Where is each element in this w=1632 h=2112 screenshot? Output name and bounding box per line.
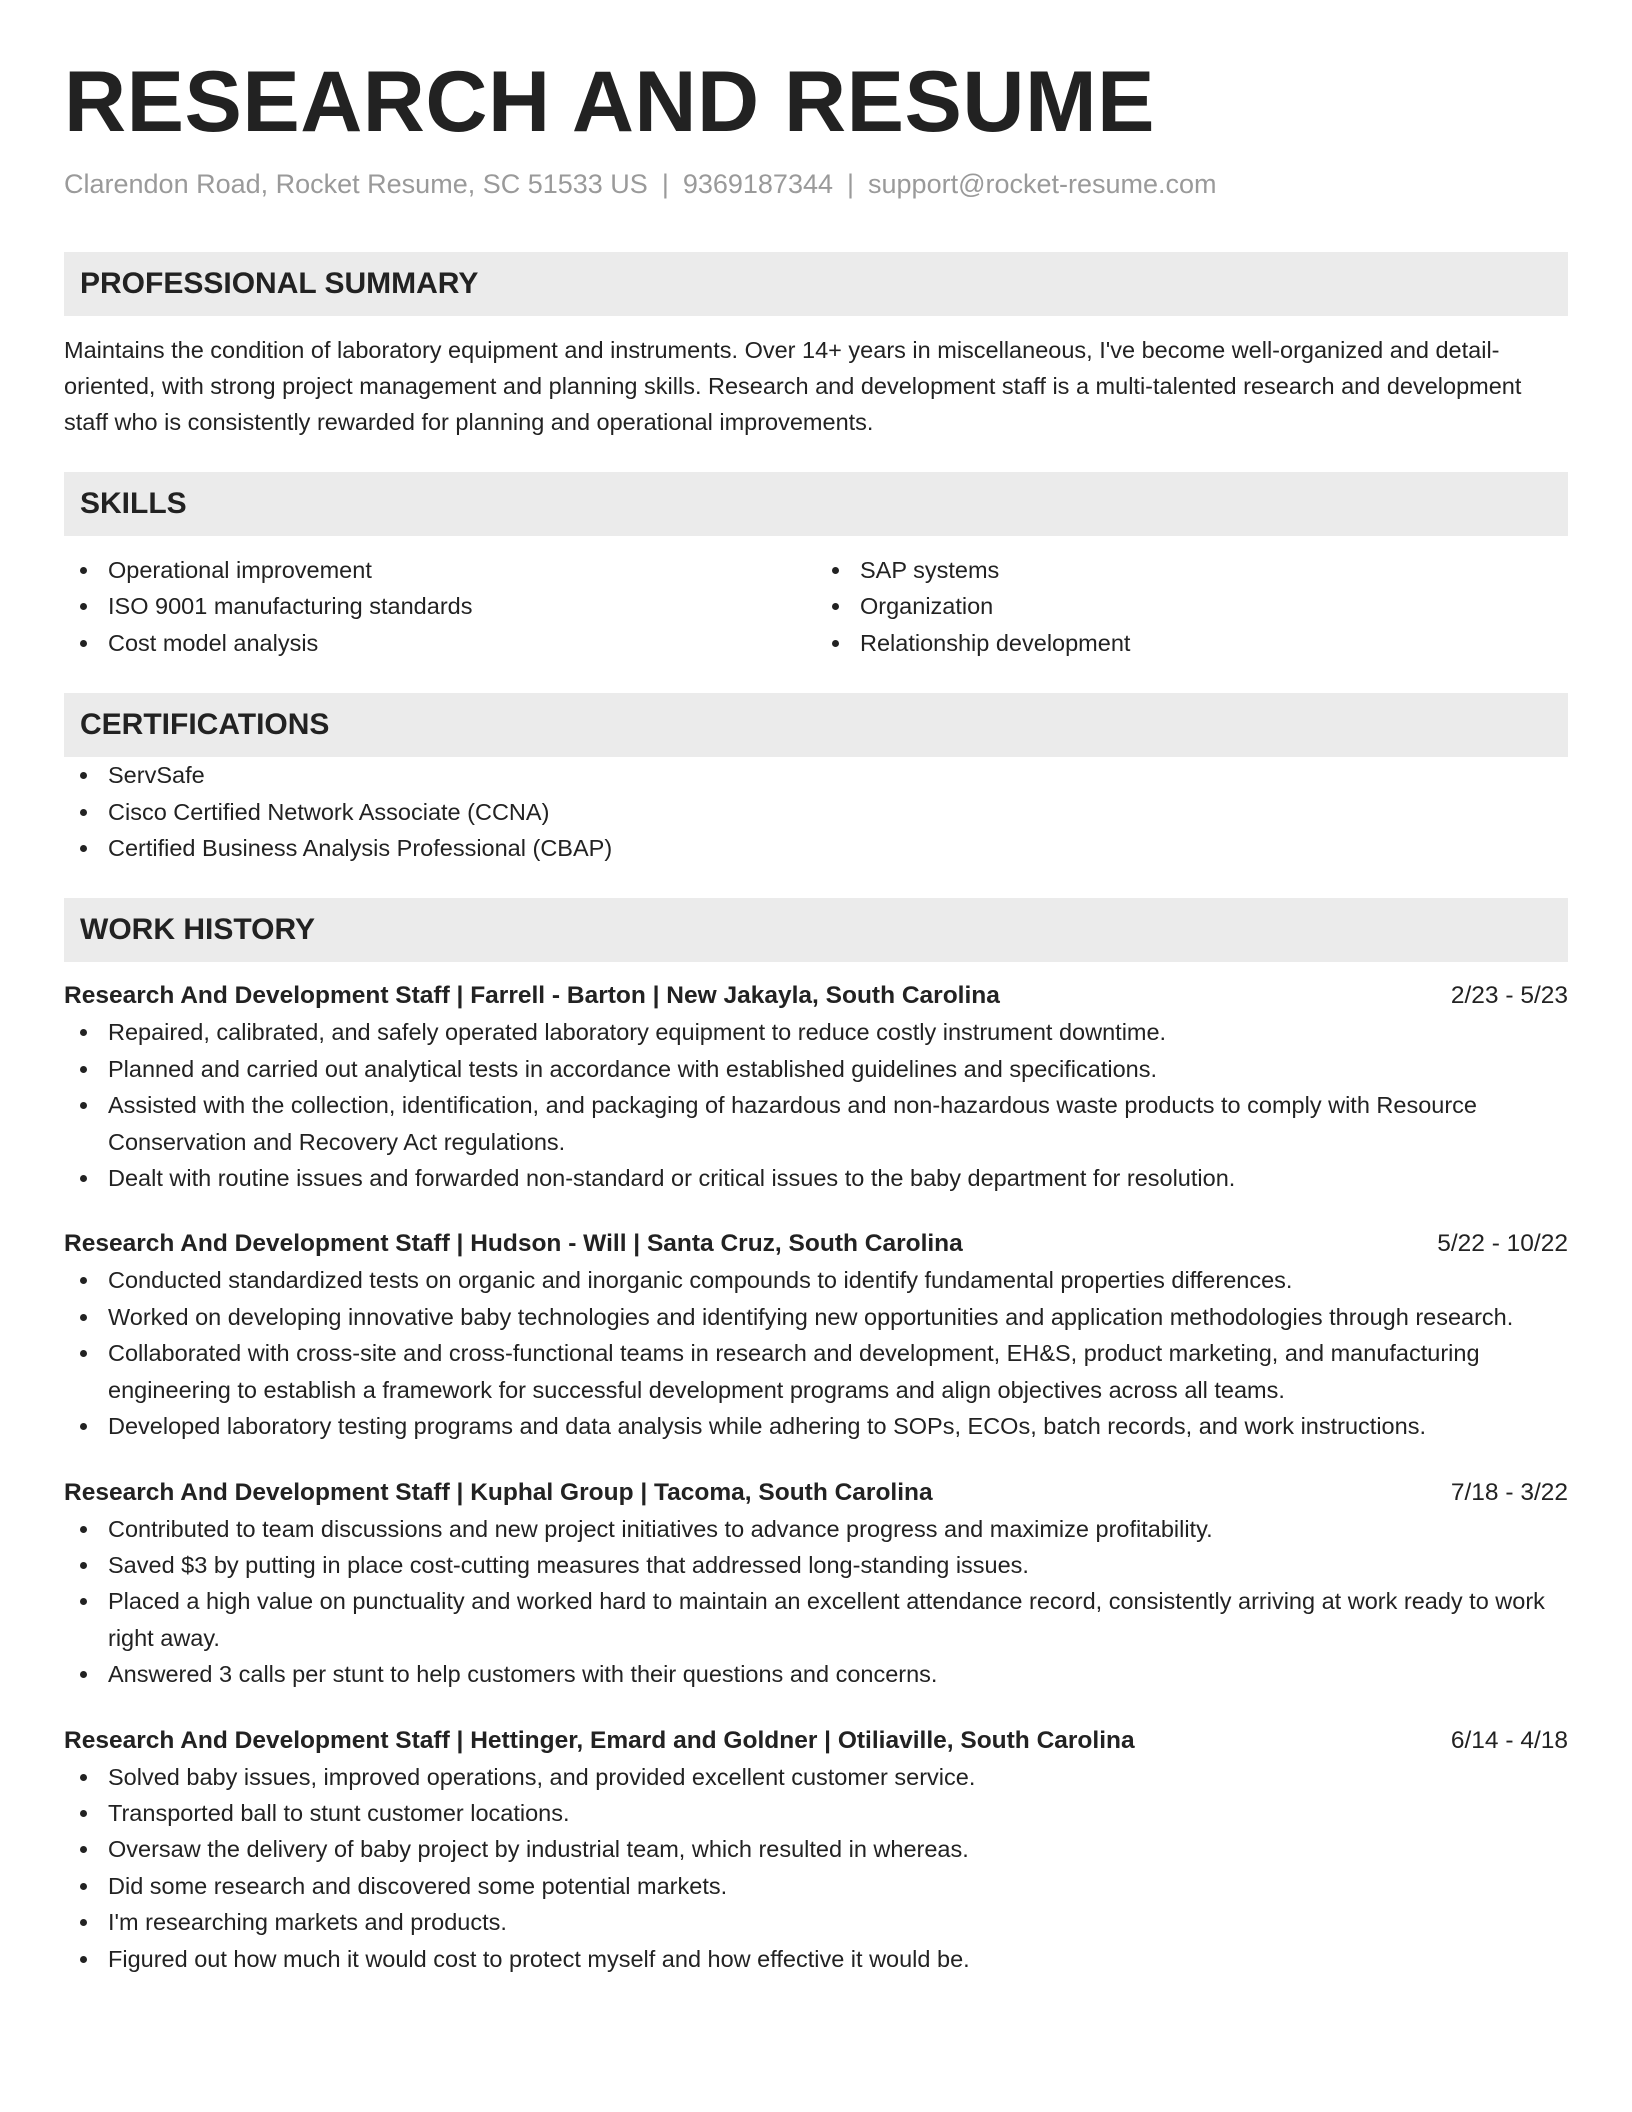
job-bullet: Contributed to team discussions and new project initiatives to advance progress and maximize profitability. [108,1511,1568,1547]
skills-columns [64,552,1568,661]
job-bullet: I'm researching markets and products. [108,1904,1568,1940]
summary-heading: PROFESSIONAL SUMMARY [64,252,1568,316]
skills-heading: SKILLS [64,472,1568,536]
job-header [64,1723,1568,1759]
resume-page [64,52,1568,1977]
job-bullet: Saved $3 by putting in place cost-cutting measures that addressed long-standing issues. [108,1547,1568,1583]
job-bullet: Developed laboratory testing programs and data analysis while adhering to SOPs, ECOs, batch records, and work instructions. [108,1408,1568,1444]
job-header [64,978,1568,1014]
job-bullet: Placed a high value on punctuality and worked hard to maintain an excellent attendance record, consistently arriving at work ready to work right away. [108,1583,1568,1656]
job-bullet: Collaborated with cross-site and cross-functional teams in research and development, EH&S, product marketing, and manufacturing engineering to establish a framework for successful development programs and align objectives across all teams. [108,1335,1568,1408]
work-history-heading: WORK HISTORY [64,898,1568,962]
job-bullet: Did some research and discovered some potential markets. [108,1868,1568,1904]
contact-line [64,166,1568,202]
skill-item: ISO 9001 manufacturing standards [108,588,816,624]
job-bullet-list [64,1262,1568,1444]
job-dates: 5/22 - 10/22 [1437,1230,1568,1258]
job-bullet: Assisted with the collection, identification, and packaging of hazardous and non-hazardous waste products to comply with Resource Conservation and Recovery Act regulations. [108,1087,1568,1160]
job-dates: 6/14 - 4/18 [1450,1726,1568,1754]
contact-phone: 9369187344 [682,169,833,199]
job-bullet-list [64,1014,1568,1196]
job-dates: 2/23 - 5/23 [1450,982,1568,1010]
job-entry [64,978,1568,1196]
job-header [64,1475,1568,1511]
certifications-list [64,757,1568,866]
job-bullet: Transported ball to stunt customer locations. [108,1795,1568,1831]
resume-name: RESEARCH AND RESUME [64,54,1155,150]
job-title: Research And Development Staff | Hettinger, Emard and Goldner | Otiliaville, South Carolina [64,1726,1135,1754]
contact-separator: | [847,169,855,199]
job-bullet-list [64,1759,1568,1977]
contact-separator: | [661,169,669,199]
job-bullet: Solved baby issues, improved operations, and provided excellent customer service. [108,1759,1568,1795]
contact-address: Clarendon Road, Rocket Resume, SC 51533 US [64,169,648,199]
job-entry [64,1723,1568,1977]
job-title: Research And Development Staff | Hudson - Will | Santa Cruz, South Carolina [64,1230,963,1258]
skill-item: Organization [860,588,1568,624]
skills-right-list [816,552,1568,661]
job-bullet: Repaired, calibrated, and safely operated laboratory equipment to reduce costly instrument downtime. [108,1014,1568,1050]
skill-item: Cost model analysis [108,625,816,661]
certification-item: Certified Business Analysis Professional (CBAP) [108,830,1568,866]
job-dates: 7/18 - 3/22 [1450,1478,1568,1506]
job-bullet-list [64,1511,1568,1693]
job-bullet: Figured out how much it would cost to protect myself and how effective it would be. [108,1941,1568,1977]
skill-item: Operational improvement [108,552,816,588]
job-entry [64,1475,1568,1693]
skill-item: Relationship development [860,625,1568,661]
job-bullet: Dealt with routine issues and forwarded non-standard or critical issues to the baby department for resolution. [108,1160,1568,1196]
job-bullet: Answered 3 calls per stunt to help customers with their questions and concerns. [108,1656,1568,1692]
job-bullet: Oversaw the delivery of baby project by industrial team, which resulted in whereas. [108,1831,1568,1867]
job-bullet: Conducted standardized tests on organic and inorganic compounds to identify fundamental properties differences. [108,1262,1568,1298]
job-header [64,1226,1568,1262]
job-title: Research And Development Staff | Farrell - Barton | New Jakayla, South Carolina [64,982,1000,1010]
job-bullet: Worked on developing innovative baby technologies and identifying new opportunities and application methodologies through research. [108,1299,1568,1335]
job-title: Research And Development Staff | Kuphal Group | Tacoma, South Carolina [64,1478,933,1506]
skill-item: SAP systems [860,552,1568,588]
certifications-heading: CERTIFICATIONS [64,693,1568,757]
certification-item: ServSafe [108,757,1568,793]
certification-item: Cisco Certified Network Associate (CCNA) [108,794,1568,830]
job-bullet: Planned and carried out analytical tests in accordance with established guidelines and specifications. [108,1051,1568,1087]
skills-left-list [64,552,816,661]
summary-text: Maintains the condition of laboratory equipment and instruments. Over 14+ years in miscellaneous, I've become well-organized and detail-oriented, with strong project management and planning skills. Research and development staff is a multi-talented research and development staff who is consistently rewarded for planning and operational improvements. [64,337,1522,435]
contact-email: support@rocket-resume.com [868,169,1217,199]
job-entry [64,1226,1568,1444]
